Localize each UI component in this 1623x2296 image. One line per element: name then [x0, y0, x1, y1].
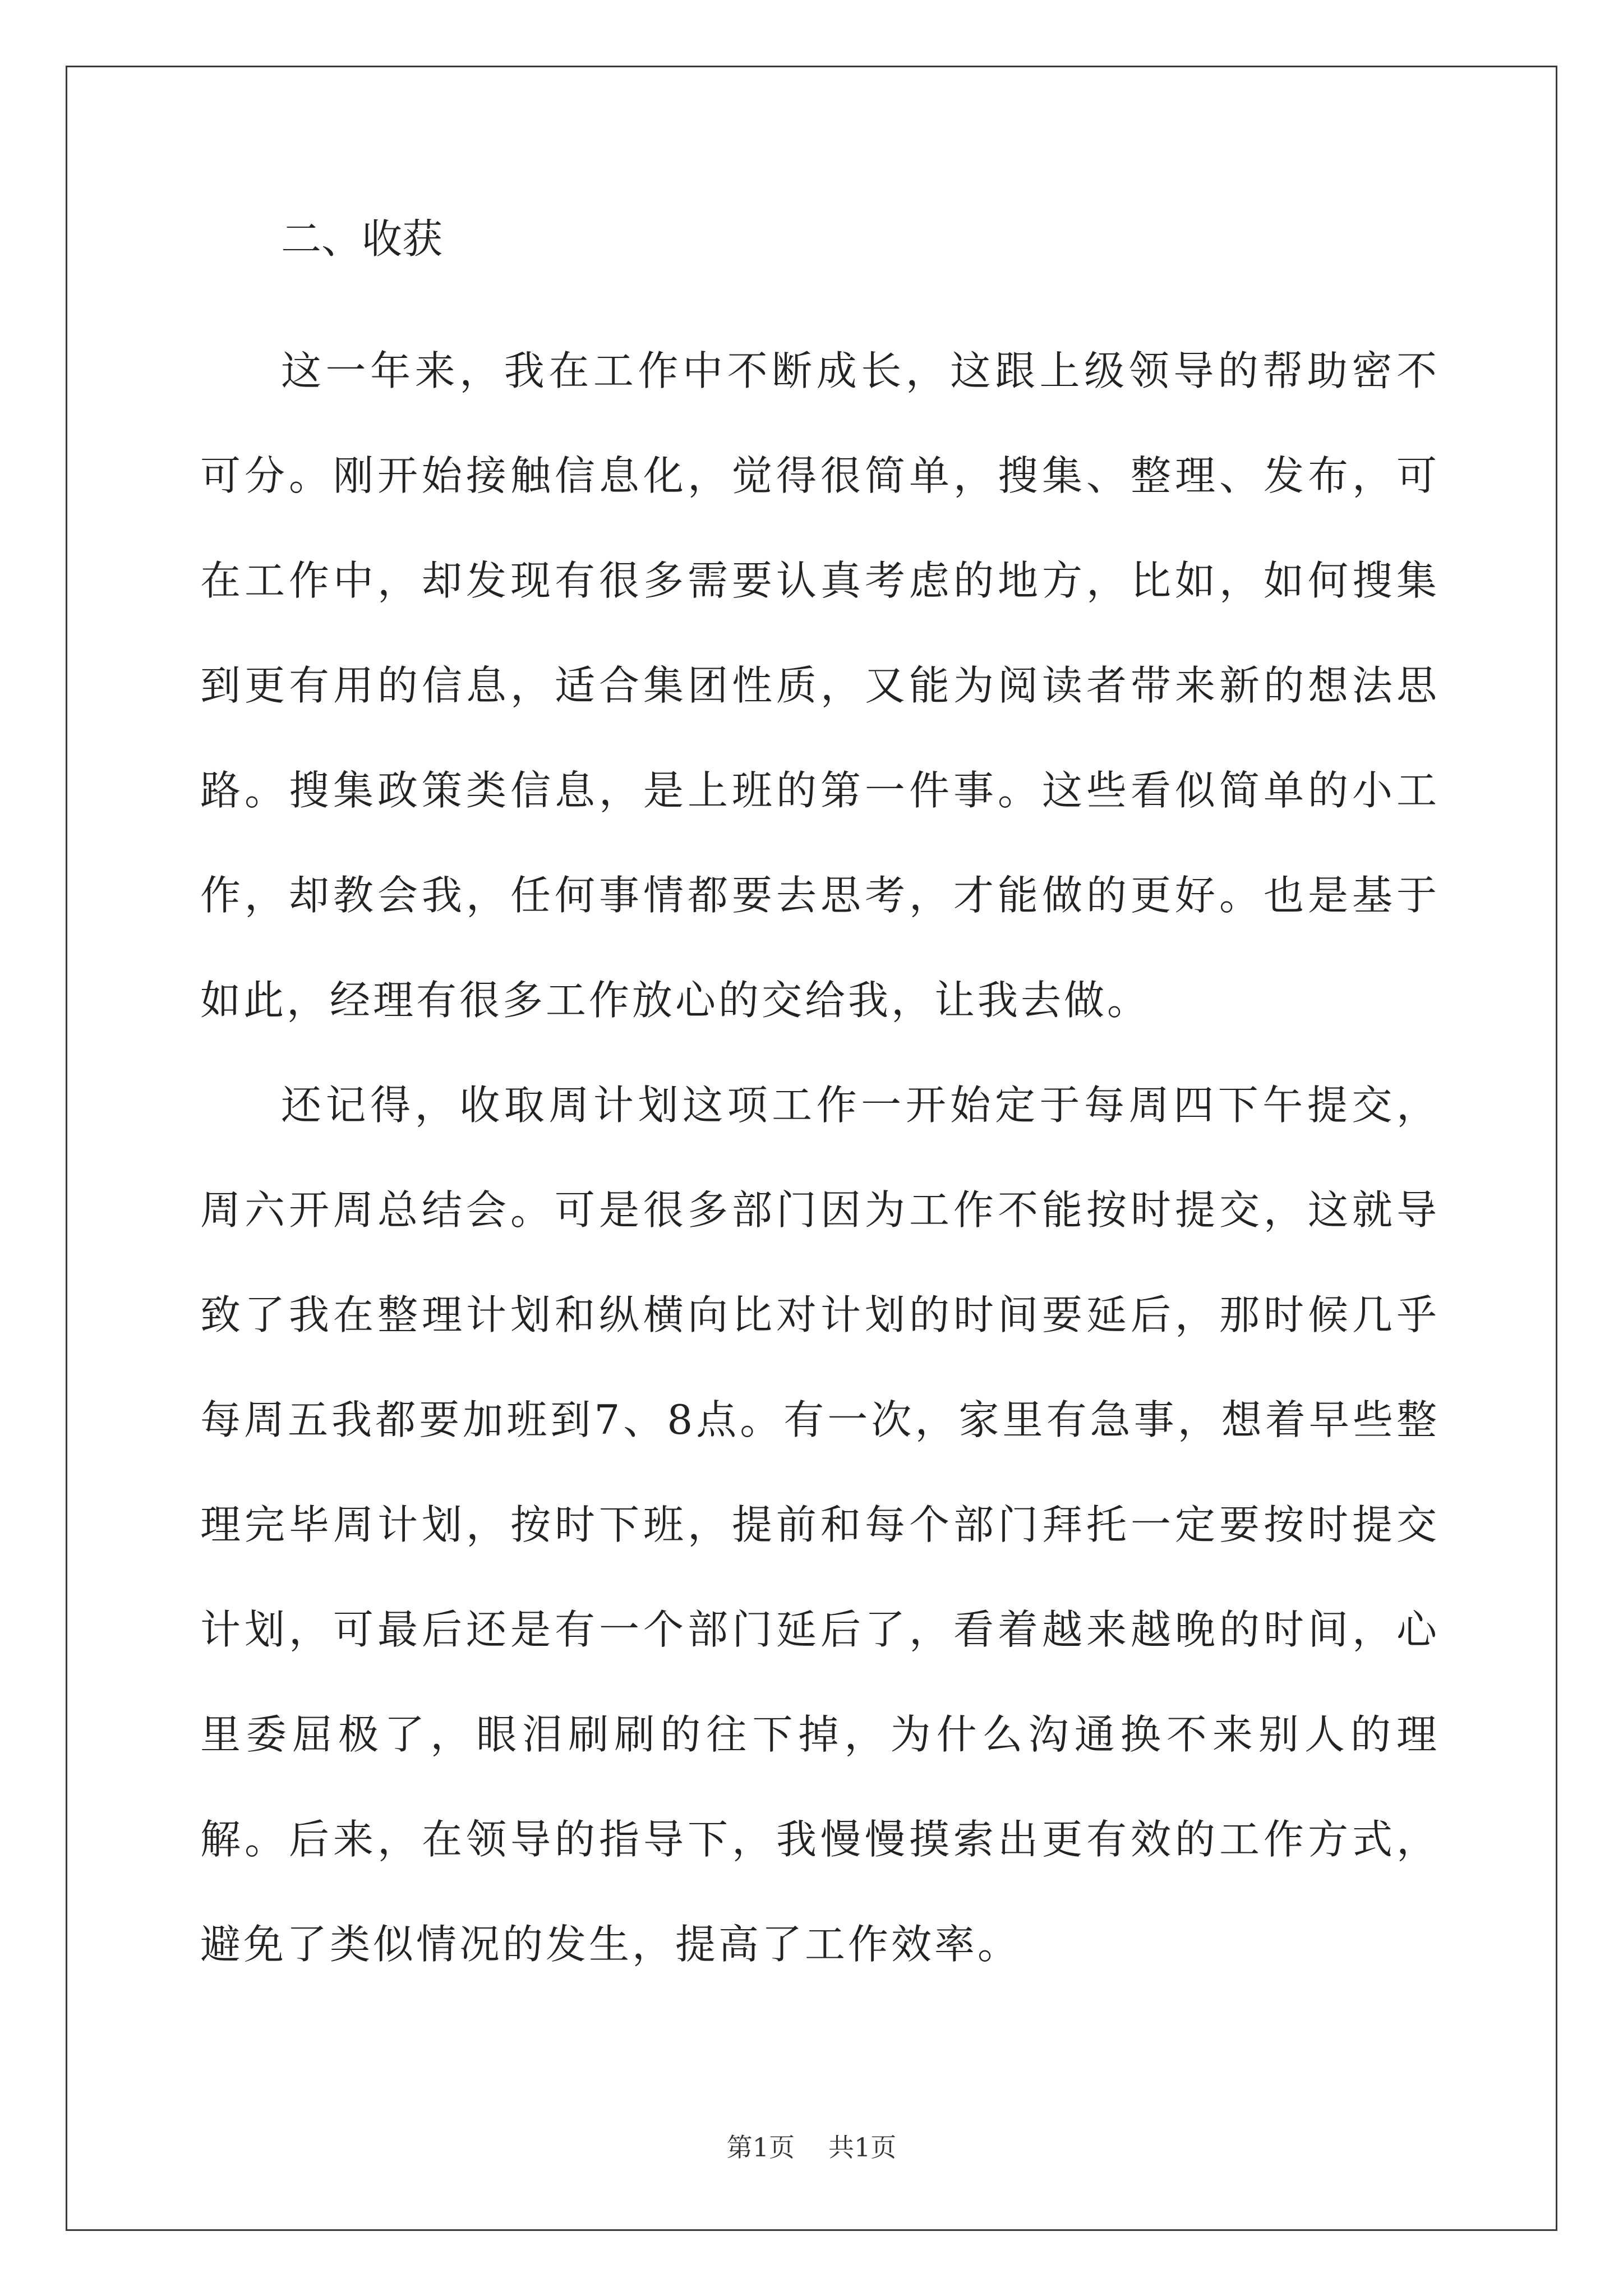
section-heading: 二、收获 — [281, 215, 443, 263]
document-body — [200, 213, 1440, 1997]
page-total: 共1页 — [828, 2132, 897, 2162]
page-footer — [0, 2132, 1623, 2163]
paragraph-2: 还记得，收取周计划这项工作一开始定于每周四下午提交，周六开周总结会。可是很多部门因为工作不能按时提交，这就导致了我在整理计划和纵横向比对计划的时间要延后，那时候几乎每周五我都要加班到7、8点。有一次，家里有急事，想着早些整理完毕周计划，按时下班，提前和每个部门拜托一定要按时提交计划，可最后还是有一个部门延后了，看着越来越晚的时间，心里委屈极了，眼泪刷刷的往下掉，为什么沟通换不来别人的理解。后来，在领导的指导下，我慢慢摸索出更有效的工作方式，避免了类似情况的发生，提高了工作效率。 — [200, 1082, 1440, 1968]
page-number: 第1页 — [726, 2132, 795, 2162]
paragraph-1: 这一年来，我在工作中不断成长，这跟上级领导的帮助密不可分。刚开始接触信息化，觉得很简单，搜集、整理、发布，可在工作中，却发现有很多需要认真考虑的地方，比如，如何搜集到更有用的信息，适合集团性质，又能为阅读者带来新的想法思路。搜集政策类信息，是上班的第一件事。这些看似简单的小工作，却教会我，任何事情都要去思考，才能做的更好。也是基于如此，经理有很多工作放心的交给我，让我去做。 — [200, 347, 1440, 1024]
